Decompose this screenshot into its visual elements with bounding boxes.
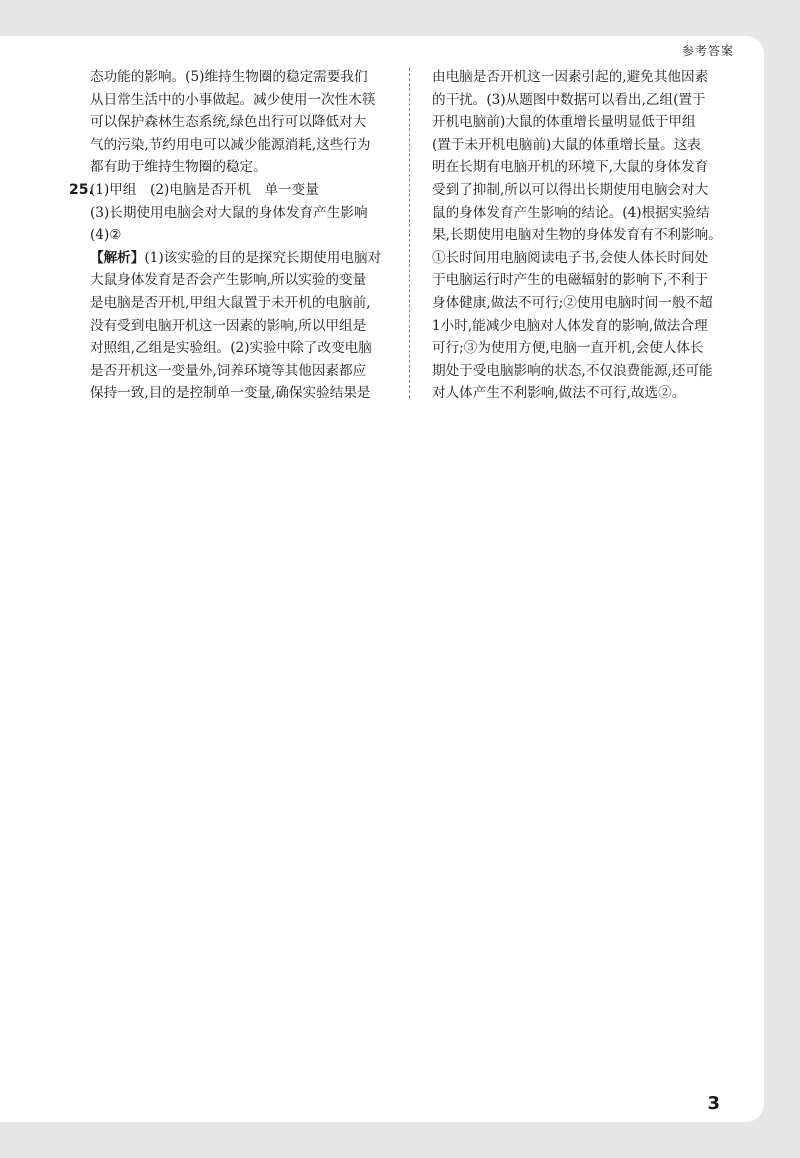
text-line: 可行;③为使用方便,电脑一直开机,会使人体长 (432, 340, 704, 357)
text-line: (置于未开机电脑前)大鼠的体重增长量。这表 (432, 136, 701, 153)
page-number: 3 (707, 1093, 720, 1114)
text-line: 由电脑是否开机这一因素引起的,避免其他因素 (432, 69, 709, 85)
text-line: ①长时间用电脑阅读电子书,会使人体长时间处 (432, 249, 709, 266)
left-column (69, 66, 390, 405)
text-line: 态功能的影响。(5)维持生物圈的稳定需要我们 (90, 69, 368, 85)
text-line: 明在长期有电脑开机的环境下,大鼠的身体发育 (432, 159, 709, 176)
question-number: 25. (69, 181, 94, 198)
answer-text: (1)甲组 (2)电脑是否开机 单一变量 (90, 181, 319, 198)
document-page (0, 36, 764, 1122)
text-line: 1小时,能减少电脑对人体发育的影响,做法合理 (432, 317, 708, 334)
right-column (432, 66, 732, 405)
header-title: 参考答案 (681, 44, 734, 58)
text-line: 鼠的身体发育产生影响的结论。(4)根据实验结 (432, 204, 710, 221)
answer-line (69, 179, 390, 202)
text-line: 是电脑是否开机,甲组大鼠置于未开机的电脑前, (90, 294, 371, 311)
text-line: 大鼠身体发育是否会产生影响,所以实验的变量 (90, 272, 367, 289)
text-line: 对照组,乙组是实验组。(2)实验中除了改变电脑 (90, 340, 372, 357)
text-line: 从日常生活中的小事做起。减少使用一次性木筷 (90, 91, 376, 108)
text-line: 开机电脑前)大鼠的体重增长量明显低于甲组 (432, 114, 696, 131)
text-line: 期处于受电脑影响的状态,不仅浪费能源,还可能 (432, 362, 713, 379)
column-divider (409, 68, 410, 398)
answer-line: (4)② (90, 227, 122, 244)
analysis-line (90, 247, 390, 270)
text-line: 于电脑运行时产生的电磁辐射的影响下,不利于 (432, 272, 709, 289)
text-line: 身体健康,做法不可行;②使用电脑时间一般不超 (432, 294, 713, 311)
text-line: 保持一致,目的是控制单一变量,确保实验结果是 (90, 385, 371, 402)
text-line: 受到了抑制,所以可以得出长期使用电脑会对大 (432, 181, 709, 198)
analysis-tag: 【解析】 (90, 249, 145, 266)
analysis-text: (1)该实验的目的是探究长期使用电脑对 (144, 249, 382, 266)
answer-line: (3)长期使用电脑会对大鼠的身体发育产生影响 (90, 204, 368, 221)
text-line: 可以保护森林生态系统,绿色出行可以降低对大 (90, 114, 367, 131)
text-line: 的干扰。(3)从题图中数据可以看出,乙组(置于 (432, 91, 706, 108)
text-line: 是否开机这一变量外,饲养环境等其他因素都应 (90, 362, 367, 379)
text-line: 都有助于维持生物圈的稳定。 (90, 159, 267, 176)
text-line: 没有受到电脑开机这一因素的影响,所以甲组是 (90, 317, 367, 334)
text-line: 对人体产生不利影响,做法不可行,故选②。 (432, 385, 686, 402)
text-line: 气的污染,节约用电可以减少能源消耗,这些行为 (90, 136, 371, 153)
text-line: 果,长期使用电脑对生物的身体发育有不利影响。 (432, 227, 722, 244)
